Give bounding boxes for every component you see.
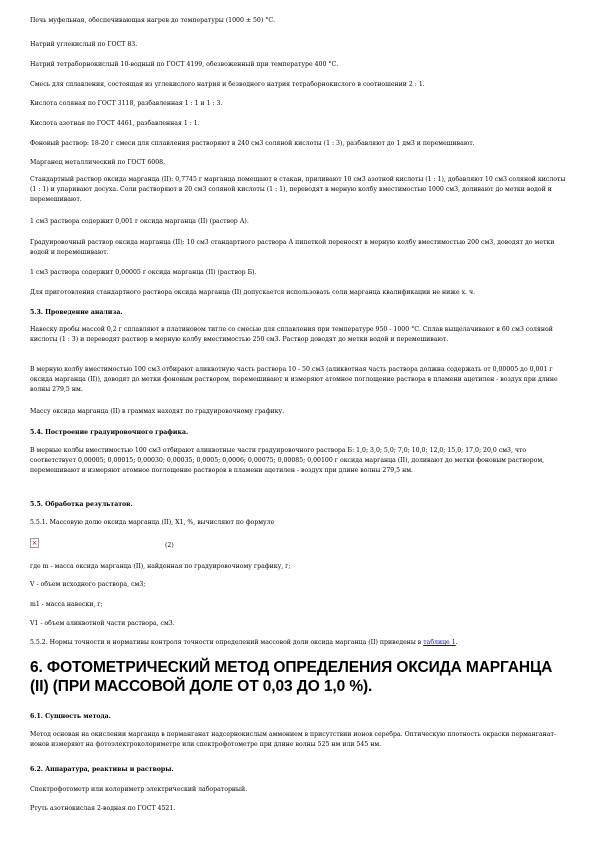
- paragraph-fusion-mixture: Смесь для сплавления, состоящая из углекислого натрия и безводного натрия тетраборнокислого в соотношении 2 : 1.: [30, 81, 425, 88]
- paragraph-manganese-metal: Марганец металлический по ГОСТ 6008.: [30, 159, 166, 166]
- paragraph-5-5-2-text: 5.5.2. Нормы точности и нормативы контроля точности определений массовой доли оксида марганца (II) приведены в: [30, 639, 424, 646]
- paragraph-where-v: V - объем исходного раствора, см3;: [30, 581, 146, 588]
- subheading-5-3: 5.3. Проведение анализа.: [30, 309, 123, 316]
- paragraph-where-v1: V1 - объем аликвотной части раствора, см3.: [30, 620, 175, 627]
- paragraph-spectrophotometer: Спектрофотометр или колориметр электрический лабораторный.: [30, 786, 248, 793]
- paragraph-standard-solution: Стандартный раствор оксида марганца (II): 0,7745 г марганца помещают в стакан, приливают 10 см3 азотной кислоты (1 : 1), добавляют 10 см3 соляной кислоты (1 : 1) и упаривают досуха. Соли растворяют в 20 см3 соляной кислоты (1 : 1), переводят в мерную колбу вместимостью 1000 см3, доливают до метки водой и перемешивают.: [30, 176, 566, 203]
- paragraph-mercury-nitrate: Ртуть азотнокислая 2-водная по ГОСТ 4521.: [30, 805, 176, 812]
- paragraph-5-5-2: [30, 638, 570, 648]
- paragraph-hydrochloric-acid: Кислота соляная по ГОСТ 3118, разбавленная 1 : 1 и 1 : 3.: [30, 100, 223, 107]
- formula-number: (2): [165, 542, 174, 549]
- paragraph-sodium-tetraborate: Натрий тетраборнокислый 10-водный по ГОСТ 4199, обезвоженный при температуре 400 °С.: [30, 61, 339, 68]
- paragraph-method-essence: Метод основан на окислении марганца в перманганат надсернокислым аммонием в присутствии ионов серебра. Оптическую плотность окраски перманганат-ионов измеряют на фотоэлектроколориметре или спектрофотометре при длине волны 525 нм или 545 нм.: [30, 731, 556, 748]
- subheading-5-5: 5.5. Обработка результатов.: [30, 501, 133, 508]
- paragraph-aliquot: В мерную колбу вместимостью 100 см3 отбирают аликвотную часть раствора 10 - 50 см3 (аликвотная часть раствора должна содержать от 0,00005 до 0,001 г оксида марганца (II)), доводят до метки фоновым раствором, перемешивают и измеряют атомное поглощение раствора в пламени ацетилен - воздух при длине волны 279,5 нм.: [30, 366, 558, 393]
- paragraph-5-5-1: 5.5.1. Массовую долю оксида марганца (II), Х1, %, вычисляют по формуле: [30, 519, 275, 526]
- paragraph-calibration-graph: В мерные колбы вместимостью 100 см3 отбирают аликвотные части градуировочного раствора Б: 1,0; 3,0; 5,0; 7,0; 10,0; 12,0; 15,0; 17,0; 20,0 см3, что соответствует 0,00005; 0,00015; 0,00030; 0,00035; 0,0005; 0,0006; 0,00075; 0,00085; 0,00100 г оксида марганца (II), доливают до метки фоновым раствором, перемешивают и измеряют атомное поглощение растворов в пламени ацетилен - воздух при длине волны 279,5 нм.: [30, 447, 545, 474]
- subheading-6-2: 6.2. Аппаратура, реактивы и растворы.: [30, 766, 174, 773]
- paragraph-salts-note: Для приготовления стандартного раствора оксида марганца (II) допускается использовать соли марганца квалификации не ниже х. ч.: [30, 289, 476, 296]
- broken-image-icon: ×: [31, 539, 38, 547]
- paragraph-calibration-solution: Градуировочный раствор оксида марганца (II): 10 см3 стандартного раствора А пипеткой переносят в мерную колбу вместимостью 200 см3, доводят до метки водой и перемешивают.: [30, 239, 555, 256]
- paragraph-solution-b: 1 см3 раствора содержит 0,00005 г оксида марганца (II) (раствор Б).: [30, 269, 257, 276]
- paragraph-background-solution: Фоновый раствор: 18-20 г смеси для сплавления растворяют в 240 см3 соляной кислоты (1 : 3), разбавляют до 1 дм3 и перемешивают.: [30, 140, 475, 147]
- paragraph-sodium-carbonate: Натрий углекислый по ГОСТ 83.: [30, 41, 138, 48]
- paragraph-mass-from-graph: Массу оксида марганца (II) в граммах находят по градуировочному графику.: [30, 408, 285, 415]
- paragraph-where-m: где m - масса оксида марганца (II), найденная по градуировочному графику, г;: [30, 563, 291, 570]
- paragraph-solution-a: 1 см3 раствора содержит 0,001 г оксида марганца (II) (раствор А).: [30, 218, 249, 225]
- subheading-6-1: 6.1. Сущность метода.: [30, 713, 111, 720]
- paragraph-5-5-2-end: .: [455, 639, 458, 646]
- paragraph-nitric-acid: Кислота азотная по ГОСТ 4461, разбавленная 1 : 1.: [30, 120, 200, 127]
- paragraph-muffle-furnace: Печь муфельная, обеспечивающая нагрев до температуры (1000 ± 50) °С.: [30, 17, 276, 24]
- paragraph-sample-fusion: Навеску пробы массой 0,2 г сплавляют в платиновом тигле со смесью для сплавления при температуре 950 - 1000 °С. Сплав выщелачивают в 60 см3 соляной кислоты (1 : 3) и переводят раствор в мерную колбу вместимостью 250 см3. Раствор доводят до метки водой и перемешивают.: [30, 326, 553, 343]
- subheading-5-4: 5.4. Построение градуировочного графика.: [30, 429, 189, 436]
- paragraph-where-m1: m1 - масса навески, г;: [30, 601, 103, 608]
- section-6-heading: 6. ФОТОМЕТРИЧЕСКИЙ МЕТОД ОПРЕДЕЛЕНИЯ ОКСИДА МАРГАНЦА (II) (ПРИ МАССОВОЙ ДОЛЕ ОТ 0,03 ДО 1,0 %).: [30, 659, 553, 695]
- table-1-link[interactable]: таблице 1: [423, 639, 456, 646]
